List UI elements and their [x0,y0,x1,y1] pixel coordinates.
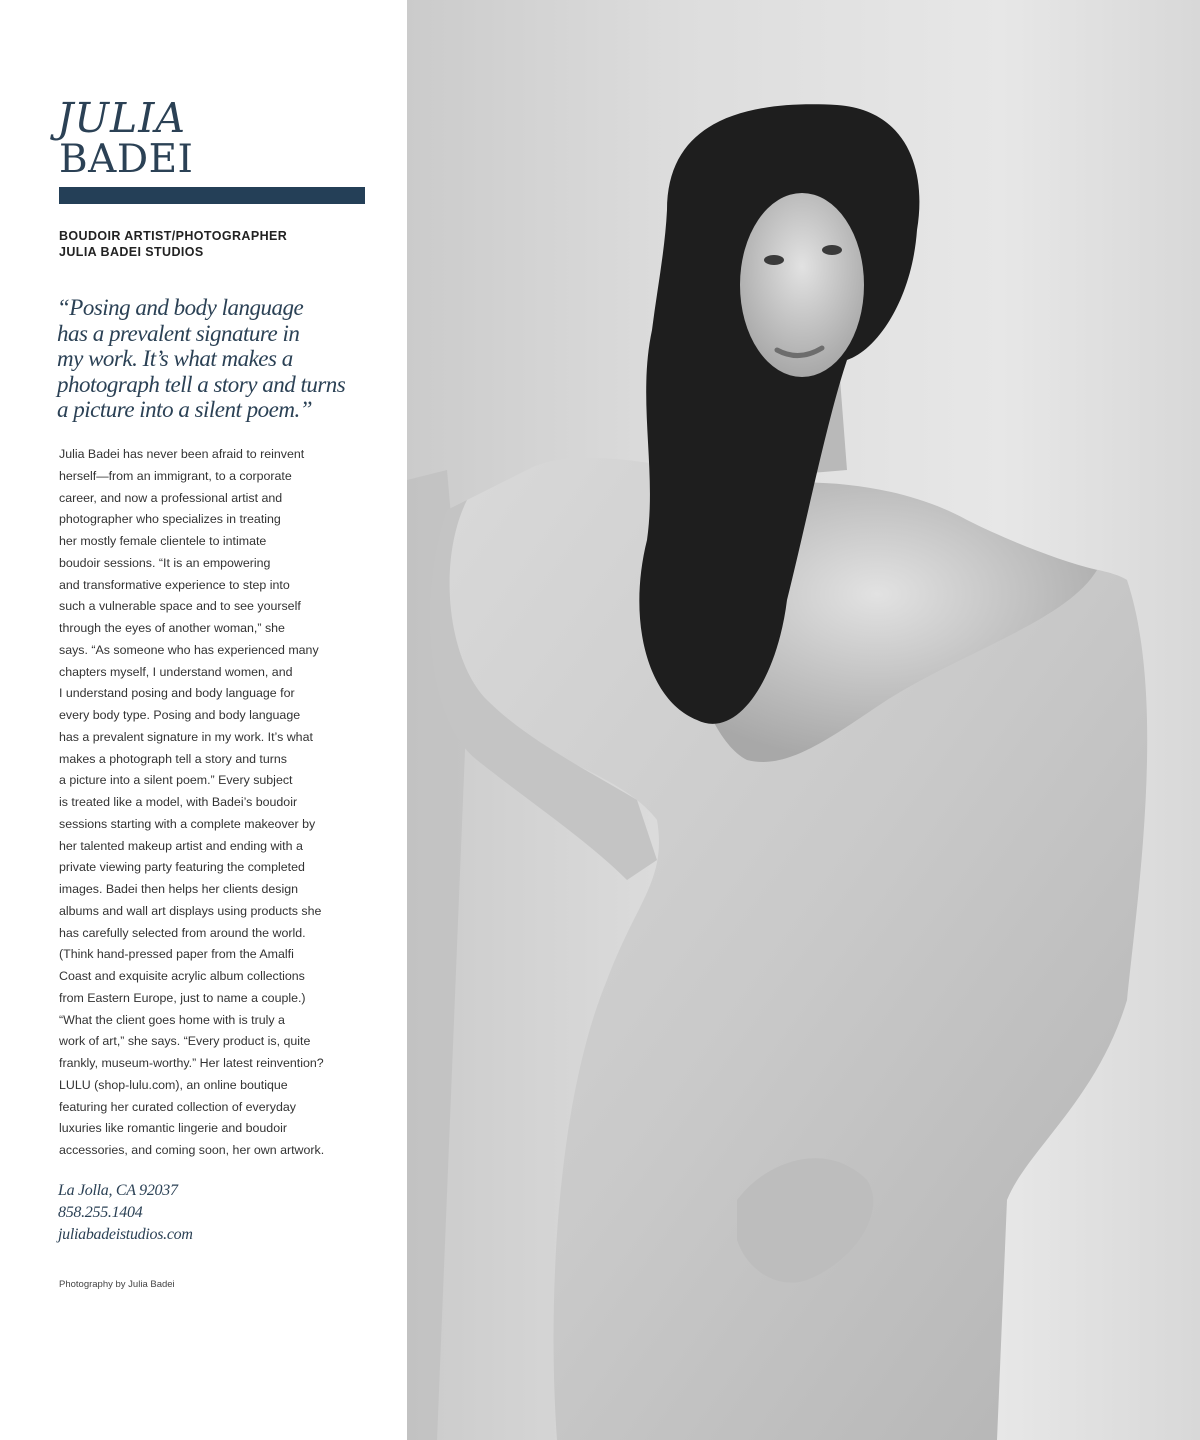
body-line: her mostly female clientele to intimate [59,534,267,548]
body-line: sessions starting with a complete makeover by [59,816,316,831]
quote-line: a picture into a silent poem.” [57,397,313,422]
body-line: chapters myself, I understand women, and [59,664,293,679]
body-line: (Think hand-pressed paper from the Amalfi [59,947,294,962]
article-body [59,444,359,1162]
body-line: photographer who specializes in treating [59,512,281,527]
body-line: her talented makeup artist and ending with a [59,838,303,853]
quote-line: my work. It’s what makes a [57,346,293,371]
body-line: a picture into a silent poem.” Every subject [59,773,293,788]
quote-line: “Posing and body language [57,295,304,320]
last-name: BADEI [59,137,194,182]
body-line: boudoir sessions. “It is an empowering [59,555,271,570]
job-title: BOUDOIR ARTIST/PHOTOGRAPHER [59,229,288,243]
article-text-column [0,0,407,1440]
profile-name [57,96,377,180]
body-line: has a prevalent signature in my work. It’s what [59,729,313,744]
body-line: career, and now a professional artist and [59,490,283,505]
body-line: Julia Badei has never been afraid to reinvent [59,447,305,461]
body-line: has carefully selected from around the world. [59,925,306,940]
phone-number: 858.255.1404 [58,1204,143,1221]
body-line: through the eyes of another woman,” she [59,621,285,635]
name-divider-bar [59,187,365,204]
studio-name: JULIA BADEI STUDIOS [59,245,204,259]
body-line: accessories, and coming soon, her own artwork. [59,1143,325,1157]
body-line: luxuries like romantic lingerie and boudoir [59,1121,287,1136]
body-line: “What the client goes home with is truly a [59,1012,285,1027]
body-line: I understand posing and body language for [59,686,295,701]
body-line: from Eastern Europe, just to name a couple.) [59,990,306,1005]
quote-line: has a prevalent signature in [57,320,300,346]
portrait-photo [407,0,1200,1440]
body-line: Coast and exquisite acrylic album collections [59,969,305,983]
photo-credit: Photography by Julia Badei [59,1279,175,1290]
body-line: images. Badei then helps her clients design [59,882,299,896]
first-name: JULIA [57,94,187,142]
body-line: such a vulnerable space and to see yourself [59,599,301,614]
body-line: every body type. Posing and body language [59,708,301,722]
body-line: and transformative experience to step into [59,577,290,592]
body-line: says. “As someone who has experienced many [59,642,319,657]
portrait-illustration [407,0,1200,1440]
website-link[interactable]: juliabadeistudios.com [58,1226,193,1243]
quote-line: photograph tell a story and turns [57,371,346,397]
body-line: LULU (shop-lulu.com), an online boutique [59,1077,288,1092]
body-line: featuring her curated collection of everyday [59,1099,296,1114]
location-text: La Jolla, CA 92037 [58,1182,178,1199]
body-line: frankly, museum-worthy.” Her latest reinvention? [59,1056,324,1070]
profile-titles [59,228,379,260]
contact-info [58,1180,358,1246]
body-line: is treated like a model, with Badei’s boudoir [59,795,298,809]
body-line: albums and wall art displays using products she [59,903,322,918]
body-line: private viewing party featuring the completed [59,860,305,875]
body-line: makes a photograph tell a story and turns [59,751,287,766]
body-line: herself—from an immigrant, to a corporate [59,468,292,483]
body-line: work of art,” she says. “Every product is, quite [59,1034,311,1049]
pull-quote [57,295,357,423]
